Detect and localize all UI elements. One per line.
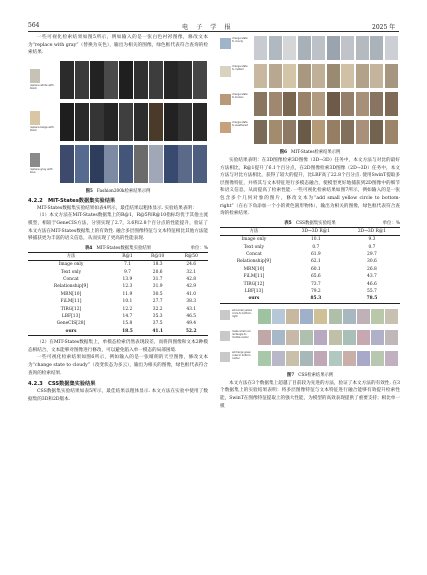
result-image — [60, 61, 74, 99]
result-image — [178, 103, 192, 141]
table-4-cell: 18.5 — [114, 328, 141, 336]
section-paragraph-2: （1）本文方法在MIT-States数据集上的R@1，R@5和R@10指标均优于其他主流模型，相较于GeneCIS方法，分别实现了2.7，3.6和2.8个百分点的性能提升，验证了本文方法在MIT-States数据集上的有效性. 融合多层图像特征与文本特征相比其他方法能够捕获更为丰富的语义信息，从而实现了更高的性能表现. — [28, 213, 208, 242]
table-4-cell: 41.1 — [141, 328, 175, 336]
result-image — [329, 351, 342, 366]
result-image — [343, 330, 356, 345]
table-4-cell: 14.7 — [122, 314, 133, 319]
result-image — [312, 64, 325, 88]
table-4-row — [28, 328, 208, 336]
result-image — [385, 120, 398, 144]
result-image — [356, 92, 369, 116]
result-image — [298, 64, 311, 88]
query-image — [30, 153, 40, 167]
figure-6 — [220, 34, 400, 148]
table-4-cell: 46.5 — [186, 314, 197, 319]
table-5-cell: 30.6 — [367, 259, 377, 265]
table-5-row — [220, 273, 400, 280]
query-modify-text: change state to weathered — [232, 121, 248, 127]
result-image — [104, 61, 118, 99]
result-image — [357, 330, 370, 345]
query-modify-text: replace gray with blue — [30, 167, 53, 174]
table-4-cell: 12.3 — [122, 284, 133, 290]
query-image — [220, 310, 230, 320]
result-image — [90, 103, 104, 141]
result-image — [341, 120, 354, 144]
table-4-label: 表4 — [84, 245, 93, 251]
table-5-cell: LBF[13] — [244, 289, 263, 294]
query-modify-text: change state to broken — [232, 93, 248, 99]
result-image — [119, 103, 133, 141]
figure-6-text: MIT-States检索结果示例 — [290, 150, 341, 155]
table-4-cell: 37.5 — [152, 321, 163, 327]
query-modify-text: change state to melted — [232, 65, 248, 71]
table-4-row — [28, 306, 208, 313]
result-image — [75, 61, 89, 99]
result-image — [312, 92, 325, 116]
query-image — [220, 352, 230, 362]
query-modify-text: add small yellow circle to bottom-right — [232, 308, 253, 318]
result-image — [385, 330, 398, 345]
query-modify-text: replace beige with black — [30, 125, 54, 132]
table-5-cell: 55.7 — [367, 289, 377, 294]
table-4-cell: 42.9 — [186, 284, 197, 290]
result-image — [357, 351, 370, 366]
result-image — [254, 36, 267, 60]
table-5-cell: 79.2 — [310, 289, 321, 294]
query-image — [30, 69, 40, 83]
result-image — [283, 64, 296, 88]
table-4-row — [28, 313, 208, 320]
result-image — [343, 351, 356, 366]
table-5-cell: Relationship[9] — [236, 259, 271, 265]
table-4-cell: 13.9 — [122, 276, 133, 282]
result-image — [60, 145, 74, 183]
table-5-cell: 0.7 — [312, 244, 320, 250]
result-image — [60, 103, 74, 141]
result-image — [371, 351, 384, 366]
query-image — [220, 94, 231, 105]
table-5-cell: 62.1 — [310, 259, 321, 265]
result-image — [90, 145, 104, 183]
table-5-cell: ours — [220, 295, 288, 303]
result-image — [343, 309, 356, 324]
table-5-cell: 61.9 — [310, 251, 321, 257]
table-4-body — [28, 261, 208, 336]
result-image — [370, 36, 383, 60]
right-paragraph-2: 本文方法在3个数据集上超越了目前较为先进的方法，验证了本文方法的有效性. 在3个数据集上的实验结果表明：将多层图像特征与文本特征进行融合能够有效提升检索性能，SwinT在图像特征提取上的强大性能，为模型的高效表现提供了重要支持；相比单一模 — [220, 380, 400, 409]
result-image — [286, 309, 299, 324]
result-image — [258, 351, 271, 366]
figure-6-row — [220, 34, 400, 64]
result-image — [254, 64, 267, 88]
table-4-cell: 20.6 — [152, 269, 163, 275]
result-image — [385, 309, 398, 324]
table-5-row — [220, 281, 400, 288]
result-image — [371, 330, 384, 345]
result-image — [269, 36, 282, 60]
table-4-cell: 42.8 — [186, 276, 197, 282]
table-4-cell: 31.9 — [152, 284, 163, 290]
result-image — [149, 145, 163, 183]
result-image — [272, 330, 285, 345]
table-4-cell: MRN[10] — [60, 291, 82, 297]
result-image — [149, 103, 163, 141]
figure-7-row — [220, 307, 400, 327]
result-image — [254, 120, 267, 144]
result-image — [119, 145, 133, 183]
result-image — [329, 330, 342, 345]
table-4-header-row — [28, 252, 208, 260]
result-image — [286, 351, 299, 366]
table-4-row — [28, 269, 208, 276]
table-5-row — [220, 236, 400, 244]
table-5-row — [220, 288, 400, 295]
result-image — [298, 120, 311, 144]
figure-5 — [28, 61, 208, 187]
figure-5-row — [28, 145, 208, 185]
table-4-cell: Relationship[9] — [53, 284, 89, 290]
result-image — [300, 309, 313, 324]
result-image — [357, 309, 370, 324]
figure-6-row — [220, 90, 400, 120]
table-5-row — [220, 295, 400, 303]
result-image — [269, 64, 282, 88]
result-image — [314, 351, 327, 366]
table-5-row — [220, 251, 400, 258]
result-image — [371, 309, 384, 324]
result-image — [370, 92, 383, 116]
table-5-cell: 29.7 — [367, 251, 377, 257]
section-paragraph-3: （2）在MIT-States数据集上，单模态检索仍然表现较差，而将四图像和文本2种模态相结合，文本能够对图像进行修改，可以避免陷入单一模态的局部困境. — [28, 340, 208, 353]
table-5-cell: 78.5 — [344, 295, 400, 303]
table-5 — [220, 227, 400, 304]
query-image — [220, 331, 230, 341]
table-5-cell: 73.7 — [310, 281, 321, 287]
query-modify-text: change state to cloudy — [232, 37, 248, 43]
figure-7-caption — [220, 372, 400, 378]
table-5-column-header: 2D→3D R@1 — [344, 227, 400, 235]
table-4-row — [28, 320, 208, 327]
table-5-header-row — [220, 227, 400, 235]
figure-5-row — [28, 103, 208, 143]
table-5-cell: FiLM[11] — [243, 274, 265, 280]
figure-7 — [220, 307, 400, 371]
result-image — [327, 64, 340, 88]
table-4-column-header: 方法 — [28, 252, 114, 260]
result-image — [300, 351, 313, 366]
table-4-cell: TIRG[12] — [60, 306, 82, 312]
table-5-cell: 9.3 — [368, 237, 376, 243]
result-image — [104, 145, 118, 183]
table-4-row — [28, 298, 208, 305]
result-image — [134, 61, 148, 99]
table-4-cell: 32.1 — [186, 269, 197, 275]
table-5-cell: 26.8 — [367, 266, 377, 272]
figure-5-text: Fashion200k检索结果示例 — [96, 188, 151, 194]
result-image — [385, 351, 398, 366]
result-image — [356, 36, 369, 60]
table-4-cell: 41.0 — [186, 291, 197, 297]
section-paragraph-1: MIT-States数据集实验结果如表4所示，最佳结果以粗体显示. 实验结果表明： — [37, 205, 197, 211]
result-image — [312, 36, 325, 60]
query-image — [30, 111, 40, 125]
result-image — [134, 103, 148, 141]
figure-6-row — [220, 118, 400, 148]
table-5-cell: 43.7 — [367, 274, 377, 280]
result-image — [283, 92, 296, 116]
result-image — [104, 103, 118, 141]
table-5-cell: 0.7 — [368, 244, 376, 250]
result-image — [370, 120, 383, 144]
result-image — [75, 145, 89, 183]
result-image — [341, 92, 354, 116]
result-image — [258, 309, 271, 324]
result-image — [312, 120, 325, 144]
table-4-title: MIT-States数据集实验结果 — [96, 245, 152, 251]
table-4-cell: 30.5 — [152, 291, 163, 297]
result-image — [327, 120, 340, 144]
result-image — [385, 64, 398, 88]
query-image-block — [30, 69, 52, 93]
query-image — [220, 122, 231, 133]
result-image — [356, 64, 369, 88]
result-image — [314, 330, 327, 345]
table-4-cell: 9.7 — [123, 269, 131, 275]
table-4-cell: 10.1 — [122, 299, 133, 305]
right-column — [220, 34, 400, 410]
table-5-cell: 60.1 — [310, 266, 321, 272]
result-image — [269, 92, 282, 116]
table-4-cell: 38.3 — [186, 299, 197, 305]
table-4-row — [28, 291, 208, 298]
table-4-row — [28, 283, 208, 290]
table-4-cell: 11.9 — [122, 291, 133, 297]
result-image — [286, 330, 299, 345]
table-4-cell: 43.1 — [186, 306, 197, 312]
figure-7-label: 图7 — [286, 372, 295, 378]
table-4-cell: Image only — [58, 262, 84, 268]
section-title-4-2-3: 4.2.3 CSS数据集实验结果 — [28, 381, 96, 388]
result-image — [327, 36, 340, 60]
table-4-row — [28, 261, 208, 269]
table-5-row — [220, 266, 400, 273]
table-4-cell: FiLM[11] — [60, 299, 82, 305]
result-image — [178, 145, 192, 183]
result-image — [193, 103, 207, 141]
table-4-cell: LBF[13] — [61, 314, 81, 319]
intro-paragraph: 一些可视化检索结果如图5所示，例如输入的是一张白色衬衫图像，修改文本为“replace with gray”（替换为灰色），输出为相关的图像，绿色框代表符合查询的检索结果. — [28, 35, 208, 56]
table-5-row — [220, 258, 400, 265]
result-image — [298, 92, 311, 116]
table-4-cell: GeneCIS[28] — [56, 321, 86, 327]
result-image — [193, 145, 207, 183]
table-4-cell: 7.1 — [123, 262, 131, 268]
table-4-unit: 单位：% — [190, 245, 208, 251]
figure-7-text: CSS检索结果示例 — [298, 372, 334, 378]
table-5-caption — [220, 220, 400, 226]
section-paragraph-4: 一些可视化检索结果如图6所示，例如输入的是一张晴朗的天空图像，修改文本为“change state to cloudy”（改变状态为多云），输出为相关的图像，绿色框代表符合查询的检索结果. — [28, 355, 208, 376]
table-4-cell: Text only — [60, 269, 82, 275]
table-4 — [28, 252, 208, 336]
result-image — [283, 120, 296, 144]
result-image — [356, 120, 369, 144]
page-header — [0, 0, 427, 30]
page-number: 564 — [28, 22, 40, 29]
query-modify-text: make small red rectangle to middle-center — [232, 329, 251, 339]
table-5-cell: Concat — [246, 251, 262, 257]
result-image — [178, 61, 192, 99]
table-5-title: CSS数据集实验结果 — [295, 220, 336, 226]
table-4-cell: 24.6 — [186, 262, 197, 268]
table-5-cell: 65.6 — [310, 274, 321, 280]
result-image — [327, 92, 340, 116]
table-5-cell: MRN[10] — [243, 266, 265, 272]
result-image — [75, 103, 89, 141]
figure-6-row — [220, 62, 400, 92]
result-image — [193, 61, 207, 99]
table-4-cell: Concat — [63, 276, 79, 282]
figure-5-row — [28, 61, 208, 101]
query-modify-text: add large green cube to bottom-center — [232, 350, 252, 360]
table-4-column-header: R@1 — [114, 252, 141, 260]
result-image — [254, 92, 267, 116]
result-image — [283, 36, 296, 60]
table-4-cell: 27.7 — [152, 299, 163, 305]
figure-6-caption — [220, 149, 400, 155]
right-paragraph-1: 实验结果表明：在3D图像检索3D图像（3D→3D）任务中，本文方法与对比的最好方法相比，R@1提升了6.1个百分点，在2D图像检索3D图像（2D→3D）任务中，本文方法与对比方法相比，获得了较大的提升，比LBF高了22.8个百分点. 使用SwinT提取多层图像特征，并将其与文本特征进行多模态融合，使模型更好地捕获到2D图像中的细节和语义信息，从而提高了检索性能. 一些可视化检索结果如图7所示，例如输入的是一张包含多个几何对象的图片，修改文本为“add small yellow circle to bottom-right”（在右下角添加一个小的黄色圆形物体），输出为相关的图像，绿色框代表符合查询的检索结果. — [220, 158, 400, 217]
result-image — [164, 103, 178, 141]
result-image — [272, 351, 285, 366]
table-5-label: 表5 — [284, 220, 292, 226]
table-5-column-header: 方法 — [220, 227, 288, 235]
table-5-cell: Image only — [241, 237, 267, 243]
query-modify-text: replace white with black — [30, 83, 54, 90]
result-image — [341, 64, 354, 88]
table-5-cell: 85.3 — [288, 295, 344, 303]
figure-5-caption — [28, 188, 208, 194]
query-image — [220, 38, 231, 49]
query-image-block — [30, 111, 52, 135]
result-image — [164, 61, 178, 99]
table-5-body — [220, 236, 400, 304]
table-5-cell: TIRG[12] — [243, 281, 265, 287]
table-4-column-header: R@10 — [141, 252, 175, 260]
result-image — [329, 309, 342, 324]
figure-7-row — [220, 328, 400, 348]
table-5-cell: 46.6 — [367, 281, 377, 287]
table-4-cell: 52.2 — [174, 328, 208, 336]
figure-6-label: 图6 — [279, 150, 287, 155]
section-3-paragraph: CSS数据集实验结果如表5所示，最佳结果以粗体显示. 本文方法在实验中使用了数据集的3D和2D版本. — [28, 389, 208, 402]
result-image — [258, 330, 271, 345]
result-image — [272, 309, 285, 324]
result-image — [370, 64, 383, 88]
table-4-cell: 35.3 — [152, 314, 163, 319]
result-image — [134, 145, 148, 183]
table-4-row — [28, 276, 208, 283]
header-rule — [28, 31, 399, 32]
result-image — [385, 36, 398, 60]
query-image — [220, 66, 231, 77]
table-4-cell: 12.2 — [122, 306, 133, 312]
result-image — [164, 145, 178, 183]
table-5-cell: Text only — [243, 244, 264, 250]
table-5-unit: 单位：% — [382, 220, 400, 226]
result-image — [90, 61, 104, 99]
journal-title: 电 子 学 报 — [182, 24, 234, 31]
table-4-cell: 15.8 — [122, 321, 133, 327]
figure-5-label: 图5 — [85, 188, 93, 194]
table-4-cell: 18.3 — [152, 262, 163, 268]
table-5-row — [220, 244, 400, 251]
result-image — [298, 36, 311, 60]
table-4-cell: 32.2 — [152, 306, 163, 312]
figure-7-row — [220, 349, 400, 369]
result-image — [341, 36, 354, 60]
result-image — [119, 61, 133, 99]
table-4-cell: 31.7 — [152, 276, 163, 282]
journal-year: 2025 年 — [372, 24, 396, 31]
result-image — [300, 330, 313, 345]
section-title-4-2-2: 4.2.2 MIT-States数据集实验结果 — [28, 197, 116, 204]
table-5-column-header: 3D→3D R@1 — [288, 227, 344, 235]
table-4-column-header: R@50 — [174, 252, 208, 260]
result-image — [314, 309, 327, 324]
result-image — [269, 120, 282, 144]
left-column — [28, 34, 208, 403]
table-4-cell: 49.4 — [186, 321, 197, 327]
table-5-cell: 10.1 — [310, 237, 321, 243]
query-image-block — [30, 153, 52, 177]
table-4-cell: ours — [28, 328, 114, 336]
result-image — [149, 61, 163, 99]
table-4-caption — [28, 245, 208, 251]
result-image — [385, 92, 398, 116]
